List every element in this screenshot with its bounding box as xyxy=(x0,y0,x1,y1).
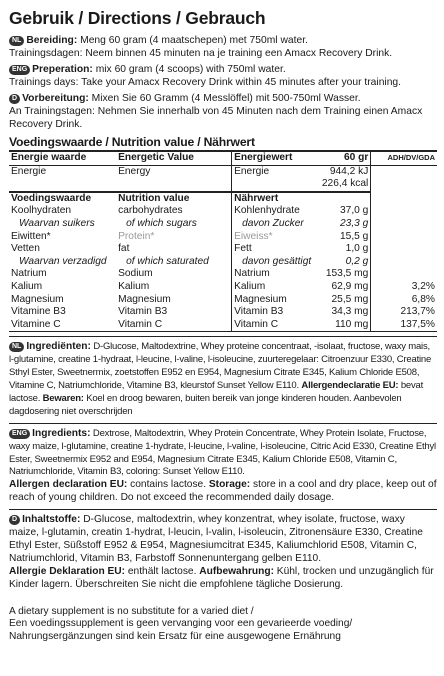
nutrition-row xyxy=(9,268,437,281)
nutrient-nl: Natrium xyxy=(11,268,47,280)
section-de: Nährwert xyxy=(232,192,318,206)
nutrition-section-header xyxy=(9,192,437,206)
lang-badge-de: D xyxy=(9,94,20,104)
directions-nl xyxy=(9,34,437,60)
footer-line-de: Nahrungsergänzungen sind kein Ersatz für eine ausgewogene Ernährung xyxy=(9,630,341,642)
energy-row-1 xyxy=(9,165,437,178)
section-en: Nutrition value xyxy=(116,192,232,206)
allergen-de-text: enthält lactose. xyxy=(125,565,200,577)
nutrient-nl: Kalium xyxy=(11,280,43,292)
energy-nl: Energie xyxy=(11,165,47,177)
label-page xyxy=(9,8,437,643)
ingredients-nl xyxy=(9,341,437,418)
section-nl: Voedingswaarde xyxy=(9,192,116,206)
storage-en-label: Storage: xyxy=(208,479,251,491)
nutrient-en: Vitamin B3 xyxy=(118,306,168,318)
nutrition-heading: Voedingswaarde / Nutrition value / Nährwert xyxy=(9,135,255,149)
nutrient-en: fat xyxy=(118,243,130,255)
header-en: Energetic Value xyxy=(116,151,232,165)
nutrient-pct xyxy=(371,243,437,256)
directions-de-text: Mixen Sie 60 Gramm (4 Messlöffel) mit 500-750ml Wasser. xyxy=(88,93,361,104)
nutrient-pct xyxy=(371,268,437,281)
header-amount: 60 gr xyxy=(317,151,371,165)
nutrient-pct xyxy=(371,231,437,244)
energy-en: Energy xyxy=(118,165,151,177)
divider xyxy=(9,509,437,510)
energy-kcal: 226,4 kcal xyxy=(317,178,371,192)
nutrient-pct: 6,8% xyxy=(411,293,435,305)
nutrition-row xyxy=(9,243,437,256)
nutrient-en: Vitamin C xyxy=(116,319,232,332)
directions-nl-label: Bereiding: xyxy=(26,35,78,46)
allergen-en-text: contains lactose. xyxy=(127,479,209,491)
nutrition-row xyxy=(9,231,437,244)
energy-row-2 xyxy=(9,178,437,192)
directions-de-label: Vorbereitung: xyxy=(22,93,89,104)
nutrient-value: 1,0 g xyxy=(317,243,371,256)
header-nl: Energie waarde xyxy=(9,151,116,165)
ingredients-en-text: Dextrose, Maltodextrin, Whey Protein Concentrate, Whey Protein Isolate, Fructose, waxy maize, l-glutamine, creatine 1-hydrate, l-leucine, l-valine, l-isoleucine, Citric Acid E330, Creatine Ethyl Ester, Sweetnermix E952 and E954, Magnesium Citrate E345, Kalium Chloride E508, Vitamin C, Natriumchloride, Vitamin B3, coloring: Sunset Yellow E110. xyxy=(9,427,436,478)
storage-de-label: Aufbewahrung: xyxy=(199,565,274,577)
nutrient-de: Vitamin C xyxy=(232,319,318,332)
nutrient-value: 15,5 g xyxy=(317,231,371,244)
nutrition-row xyxy=(9,256,437,269)
allergen-nl-text: bevat lactose. xyxy=(9,380,424,404)
nutrient-de: Vitamin B3 xyxy=(232,306,318,319)
nutrition-header-row xyxy=(9,151,437,165)
storage-en-text: store in a cool and dry place, keep out of reach of young children. Do not exceed the recommended daily dosage. xyxy=(9,479,437,504)
nutrition-row xyxy=(9,218,437,231)
page-title: Gebruik / Directions / Gebrauch xyxy=(9,8,266,28)
header-pct: ADH/DV/GDA xyxy=(371,151,437,165)
lang-badge-en: ENG xyxy=(9,65,30,75)
allergen-de-label: Allergie Deklaration EU: xyxy=(9,565,126,577)
nutrient-pct xyxy=(371,218,437,231)
divider xyxy=(9,423,437,424)
directions-nl-text: Meng 60 gram (4 maatschepen) met 750ml water. xyxy=(77,35,308,46)
nutrient-nl: Vitamine C xyxy=(9,319,116,332)
nutrient-nl: Waarvan suikers xyxy=(19,217,95,229)
ingredients-nl-label: Ingrediënten: xyxy=(26,341,91,353)
nutrient-pct: 3,2% xyxy=(411,280,435,292)
nutrient-de: Kohlenhydrate xyxy=(232,205,318,218)
directions-en-label: Preperation: xyxy=(32,64,93,75)
nutrient-en: carbohydrates xyxy=(118,205,183,217)
nutrient-nl: Koolhydraten xyxy=(11,205,72,217)
lang-badge-nl: NL xyxy=(9,36,24,46)
ingredients-nl-text: D-Glucose, Maltodextrine, Whey proteine concentraat, -isolaat, fructose, waxy mais, l-glutamine, creatine 1-hydraat, l-leucine, l-valine, l-isoleucine, zuurteregelaar: Citroenzuur E330, Creatine Sthyl Ester, Sweetnermix, zoetstoffen E952 en E954, Magnesium Citrate E345, Kalium Chloride E508, Vitamine C, Natriumchloride, Vitamine B3, kleurstof Sunset Yellow E110. xyxy=(9,341,432,392)
nutrient-en: of which sugars xyxy=(126,217,197,229)
nutrient-pct: 137,5% xyxy=(371,319,437,332)
nutrient-nl: Waarvan verzadigd xyxy=(19,255,107,267)
storage-nl-label: Bewaren: xyxy=(42,392,84,404)
nutrition-row xyxy=(9,319,437,332)
allergen-en-label: Allergen declaration EU: xyxy=(9,479,128,491)
directions-de xyxy=(9,92,437,131)
nutrient-en: Protein* xyxy=(118,230,155,242)
nutrient-de: Eiweiss* xyxy=(232,231,318,244)
nutrient-pct xyxy=(371,205,437,218)
nutrient-nl: Magnesium xyxy=(11,293,64,305)
divider xyxy=(9,336,437,337)
nutrient-en: Sodium xyxy=(118,268,153,280)
nutrient-value: 153,5 mg xyxy=(317,268,371,281)
footer-line-en: A dietary supplement is no substitute for a varied diet / xyxy=(9,605,254,617)
nutrient-value: 25,5 mg xyxy=(317,294,371,307)
lang-badge-en-ing: ENG xyxy=(9,429,30,439)
nutrient-de: davon Zucker xyxy=(232,218,318,231)
nutrient-de: Fett xyxy=(232,243,318,256)
nutrient-pct xyxy=(371,256,437,269)
ingredients-de xyxy=(9,514,437,591)
nutrient-value: 110 mg xyxy=(317,319,371,332)
nutrient-value: 0,2 g xyxy=(317,256,371,269)
nutrition-row xyxy=(9,294,437,307)
footer-line-nl: Een voedingssupplement is geen vervanging voor een gevarieerde voeding/ xyxy=(9,618,353,630)
ingredients-de-label: Inhaltstoffe: xyxy=(22,514,81,526)
storage-nl-text: Koel en droog bewaren, buiten bereik van jonge kinderen houden. Aanbevolen dagdosering niet overschrijden xyxy=(9,392,402,417)
nutrient-value: 23,3 g xyxy=(317,218,371,231)
allergen-nl-label: Allergendeclaratie EU: xyxy=(301,380,399,392)
directions-en xyxy=(9,63,437,89)
nutrient-pct: 213,7% xyxy=(400,306,435,318)
lang-badge-de-ing: D xyxy=(9,515,20,525)
ingredients-en xyxy=(9,428,437,505)
nutrient-de: Magnesium xyxy=(232,294,318,307)
directions-en-text: mix 60 gram (4 scoops) with 750ml water. xyxy=(92,64,286,75)
nutrient-nl: Vetten xyxy=(11,243,40,255)
nutrition-row xyxy=(9,205,437,218)
nutrient-de: davon gesättigt xyxy=(232,256,318,269)
nutrient-en: Magnesium xyxy=(118,293,171,305)
nutrient-en: of which saturated xyxy=(126,255,209,267)
nutrition-row xyxy=(9,281,437,294)
nutrient-value: 34,3 mg xyxy=(317,306,371,319)
footer-disclaimer xyxy=(9,606,437,644)
energy-de: Energie xyxy=(232,165,318,178)
storage-de-text: Kühl, trocken und unzugänglich für Kinder lagern. Überschreiten Sie nicht die empfohlene tägliche Dosierung. xyxy=(9,565,434,590)
ingredients-de-text: D-Glucose, maltodextrin, whey konzentrat, whey isolate, fructose, waxy maize, l-glutamin, creatin 1-hydrat, l-leucin, l-valin, l-isoleucin, Zitronensäure E330, Creatine Ethyl Ester, Süßstoff E952 & E954, Magnesiumcitrat E345, Kaliumchlorid E508, Vitamin C, Natriumchlorid, Vitamin B3, Farbstoff Sonnenuntergang gelben E110. xyxy=(9,514,423,564)
nutrient-nl: Vitamine B3 xyxy=(11,306,66,318)
nutrient-en: Kalium xyxy=(118,280,150,292)
nutrient-de: Natrium xyxy=(232,268,318,281)
nutrient-de: Kalium xyxy=(232,281,318,294)
directions-nl-line2: Trainingsdagen: Neem binnen 45 minuten na je training een Amacx Recovery Drink. xyxy=(9,48,393,59)
lang-badge-nl-ing: NL xyxy=(9,342,24,352)
nutrition-row xyxy=(9,306,437,319)
nutrient-value: 62,9 mg xyxy=(317,281,371,294)
ingredients-en-label: Ingredients: xyxy=(32,427,91,439)
directions-de-line2: An Trainingstagen: Nehmen Sie innerhalb von 45 Minuten nach dem Training einen Amacx Recovery Drink. xyxy=(9,106,423,130)
directions-en-line2: Trainings days: Take your Amacx Recovery Drink within 45 minutes after your training. xyxy=(9,77,402,88)
energy-kj: 944,2 kJ xyxy=(317,165,371,178)
nutrient-nl: Eiwitten* xyxy=(11,230,51,242)
nutrition-table xyxy=(9,150,437,332)
nutrition-rows xyxy=(9,205,437,331)
header-de: Energiewert xyxy=(232,151,318,165)
nutrient-value: 37,0 g xyxy=(317,205,371,218)
